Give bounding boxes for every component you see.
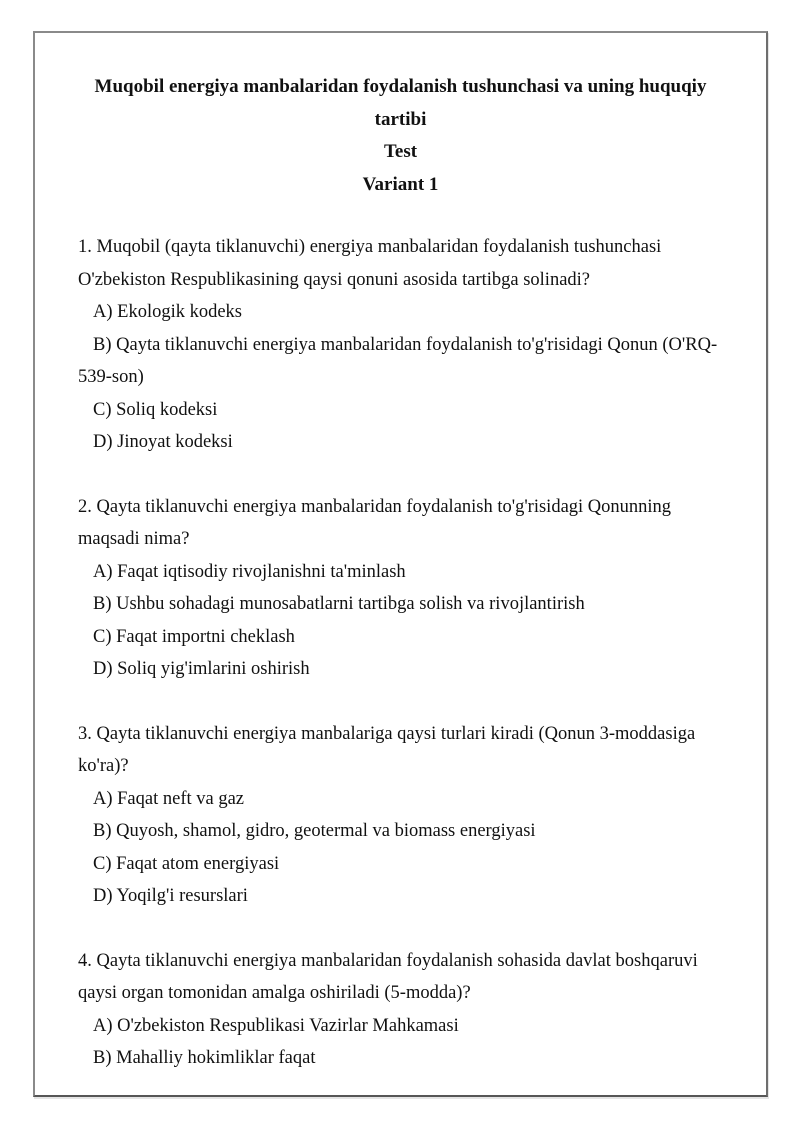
answer-option: D) Soliq yig'imlarini oshirish xyxy=(93,659,310,679)
question-block xyxy=(78,945,723,1075)
answer-option: D) Jinoyat kodeksi xyxy=(93,432,233,452)
question-text: 2. Qayta tiklanuvchi energiya manbalaridan foydalanish to'g'risidagi Qonunning maqsadi nima? xyxy=(78,496,672,549)
questions-list xyxy=(78,231,723,1075)
page-content xyxy=(35,33,766,1075)
variant-label: Variant 1 xyxy=(362,173,439,195)
answer-option: A) Faqat iqtisodiy rivojlanishni ta'minlash xyxy=(93,561,406,582)
question-text: 3. Qayta tiklanuvchi energiya manbalariga qaysi turlari kiradi (Qonun 3-moddasiga ko'ra)? xyxy=(78,723,696,776)
document-subtitle: Test xyxy=(383,141,418,162)
question-text: 4. Qayta tiklanuvchi energiya manbalaridan foydalanish sohasida davlat boshqaruvi qaysi organ tomonidan amalga oshiriladi (5-modda)? xyxy=(78,950,698,1003)
answer-option: B) Ushbu sohadagi munosabatlarni tartibga solish va rivojlantirish xyxy=(93,594,585,614)
question-block xyxy=(78,231,723,459)
title-block xyxy=(78,71,723,201)
document-title: Muqobil energiya manbalaridan foydalanish tushunchasi va uning huquqiy tartibi xyxy=(94,76,707,130)
answer-option: A) O'zbekiston Respublikasi Vazirlar Mahkamasi xyxy=(93,1015,459,1036)
question-block xyxy=(78,718,723,913)
question-block xyxy=(78,491,723,686)
answer-option: D) Yoqilg'i resurslari xyxy=(93,886,248,906)
answer-option: B) Quyosh, shamol, gidro, geotermal va biomass energiyasi xyxy=(93,821,536,841)
answer-option: C) Faqat atom energiyasi xyxy=(93,853,280,874)
answer-option: B) Qayta tiklanuvchi energiya manbalaridan foydalanish to'g'risidagi Qonun (O'RQ-539-son) xyxy=(78,334,718,387)
answer-option: A) Faqat neft va gaz xyxy=(93,788,245,809)
question-text: 1. Muqobil (qayta tiklanuvchi) energiya manbalaridan foydalanish tushunchasi O'zbekiston Respublikasining qaysi qonuni asosida tartibga solinadi? xyxy=(78,237,662,290)
answer-option: C) Soliq kodeksi xyxy=(93,399,218,420)
answer-option: B) Mahalliy hokimliklar faqat xyxy=(93,1048,316,1068)
answer-option: C) Faqat importni cheklash xyxy=(93,626,295,647)
answer-option: A) Ekologik kodeks xyxy=(93,302,243,322)
document-page xyxy=(33,31,768,1097)
